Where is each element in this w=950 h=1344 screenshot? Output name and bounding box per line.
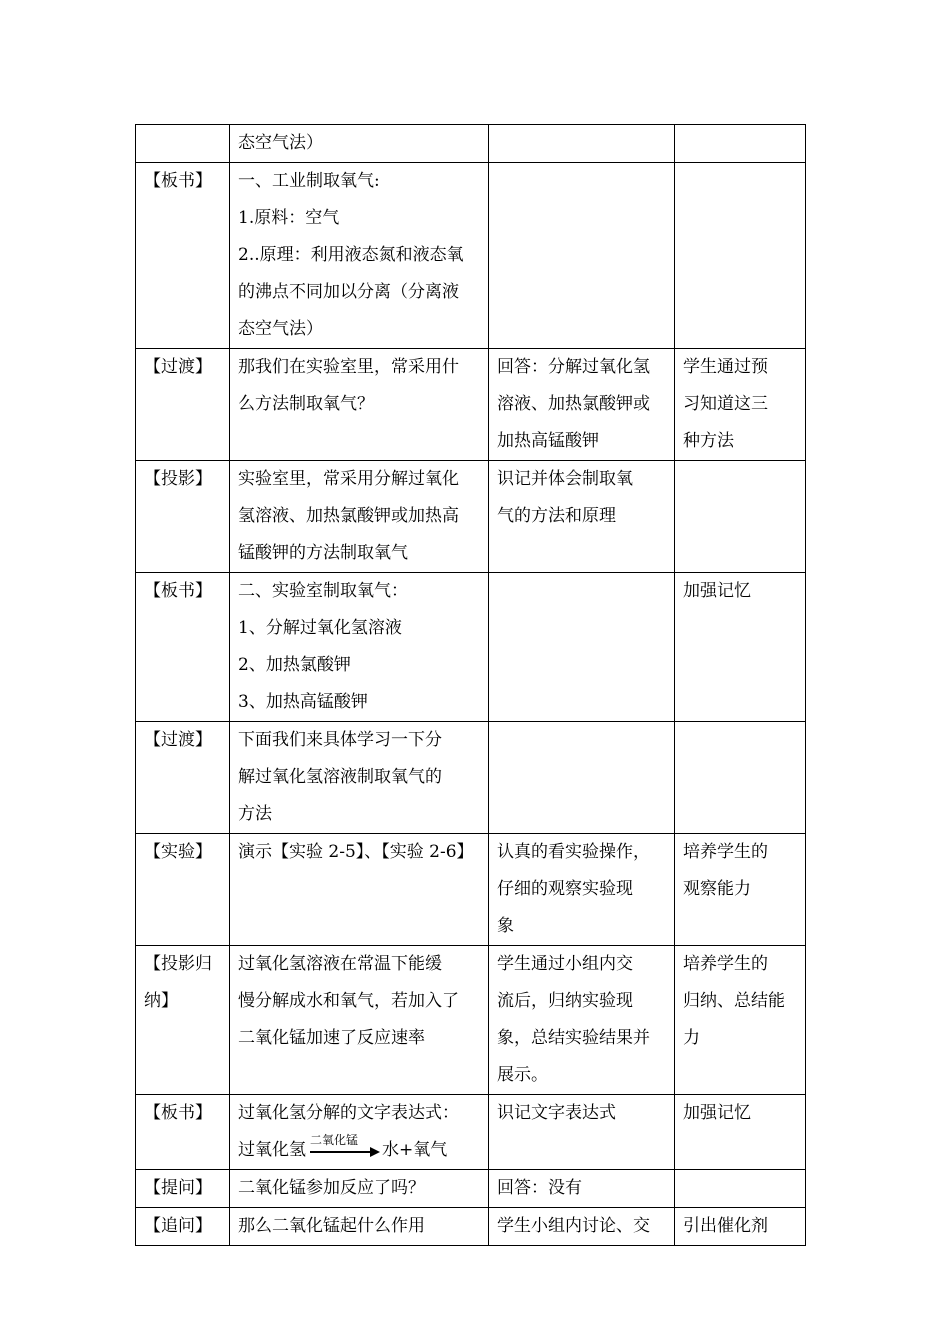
cell-text-line: 态空气法） [238, 319, 323, 339]
cell-text-line: 学生通过预 [683, 357, 768, 377]
cell-text-line: 习知道这三 [683, 394, 768, 414]
cell-text-line: 实验室里，常采用分解过氧化 [238, 469, 459, 489]
cell-text-line: 归纳、总结能 [683, 991, 785, 1011]
cell-text-line: 【投影】 [144, 469, 212, 489]
table-row [136, 1208, 806, 1246]
design-intent-cell [675, 461, 806, 573]
table-row [136, 573, 806, 722]
design-intent-cell [675, 946, 806, 1095]
equation-reactant: 过氧化氢 [238, 1140, 306, 1160]
arrow-head-icon [370, 1147, 380, 1157]
teacher-activity-cell [230, 163, 489, 349]
student-activity-cell [489, 1208, 675, 1246]
equation-products: 水+氧气 [382, 1140, 448, 1160]
cell-text-line: 2..原理：利用液态氮和液态氧 [238, 245, 464, 265]
cell-text-line: 培养学生的 [683, 842, 768, 862]
step-label-cell [136, 125, 230, 163]
cell-text-line: 【过渡】 [144, 357, 212, 377]
table-row [136, 834, 806, 946]
teacher-activity-cell [230, 1095, 489, 1170]
cell-text-line: 2、加热氯酸钾 [238, 655, 351, 675]
teacher-activity-cell [230, 722, 489, 834]
cell-text-line: 认真的看实验操作， [497, 842, 650, 862]
cell-text-line: 纳】 [144, 991, 178, 1011]
cell-text-line: 流后，归纳实验现 [497, 991, 633, 1011]
step-label-cell [136, 573, 230, 722]
design-intent-cell [675, 1170, 806, 1208]
cell-text-line: 一、工业制取氧气: [238, 171, 380, 191]
student-activity-cell [489, 125, 675, 163]
cell-text-line: 象，总结实验结果并 [497, 1028, 650, 1048]
teacher-activity-cell [230, 461, 489, 573]
cell-text-line: 过氧化氢分解的文字表达式： [238, 1103, 459, 1123]
student-activity-cell [489, 834, 675, 946]
cell-text-line: 【板书】 [144, 581, 212, 601]
cell-text-line: 二氧化锰加速了反应速率 [238, 1028, 425, 1048]
cell-text-line: 方法 [238, 804, 272, 824]
cell-text-line: 【实验】 [144, 842, 212, 862]
cell-text-line: 观察能力 [683, 879, 751, 899]
cell-text-line: 加热高锰酸钾 [497, 431, 599, 451]
design-intent-cell [675, 834, 806, 946]
cell-text-line: 【投影归 [144, 954, 212, 974]
cell-text-line: 培养学生的 [683, 954, 768, 974]
cell-text-line: 锰酸钾的方法制取氧气 [238, 543, 408, 563]
cell-text-line: 展示。 [497, 1065, 548, 1085]
step-label-cell [136, 946, 230, 1095]
student-activity-cell [489, 573, 675, 722]
student-activity-cell [489, 163, 675, 349]
design-intent-cell [675, 163, 806, 349]
cell-text-line: 那我们在实验室里，常采用什 [238, 357, 459, 377]
cell-text-line: 氢溶液、加热氯酸钾或加热高 [238, 506, 459, 526]
cell-text-line: 下面我们来具体学习一下分 [238, 730, 442, 750]
cell-text-line: 过氧化氢溶液在常温下能缓 [238, 954, 442, 974]
cell-text-line: 【过渡】 [144, 730, 212, 750]
cell-text-line: 态空气法） [238, 133, 323, 153]
table-row [136, 163, 806, 349]
step-label-cell [136, 1208, 230, 1246]
teacher-activity-cell [230, 349, 489, 461]
cell-text-line: 引出催化剂 [683, 1216, 768, 1236]
table-row [136, 349, 806, 461]
student-activity-cell [489, 946, 675, 1095]
cell-text-line: 的沸点不同加以分离（分离液 [238, 282, 459, 302]
design-intent-cell [675, 1095, 806, 1170]
step-label-cell [136, 834, 230, 946]
cell-text-line: 溶液、加热氯酸钾或 [497, 394, 650, 414]
design-intent-cell [675, 1208, 806, 1246]
design-intent-cell [675, 349, 806, 461]
cell-text-line: 气的方法和原理 [497, 506, 616, 526]
step-label-cell [136, 349, 230, 461]
table-row [136, 946, 806, 1095]
cell-text-line: 【提问】 [144, 1178, 212, 1198]
design-intent-cell [675, 573, 806, 722]
cell-text-line: 【追问】 [144, 1216, 212, 1236]
lesson-plan-body [136, 125, 806, 1246]
cell-text-line: 加强记忆 [683, 581, 751, 601]
cell-text-line: 种方法 [683, 431, 734, 451]
table-row [136, 722, 806, 834]
design-intent-cell [675, 125, 806, 163]
cell-text-line: 识记并体会制取氧 [497, 469, 633, 489]
teacher-activity-cell [230, 1208, 489, 1246]
cell-text-line: 么方法制取氧气？ [238, 394, 374, 414]
cell-text-line: 那么二氧化锰起什么作用 [238, 1216, 425, 1236]
student-activity-cell [489, 1170, 675, 1208]
student-activity-cell [489, 349, 675, 461]
cell-text-line: 演示【实验 2-5】、【实验 2-6】 [238, 842, 474, 862]
step-label-cell [136, 461, 230, 573]
cell-text-line: 【板书】 [144, 1103, 212, 1123]
cell-text-line: 1.原料：空气 [238, 208, 340, 228]
cell-text-line: 二氧化锰参加反应了吗？ [238, 1178, 425, 1198]
cell-text-line: 学生通过小组内交 [497, 954, 633, 974]
table-row [136, 125, 806, 163]
cell-text-line: 加强记忆 [683, 1103, 751, 1123]
cell-text-line: 1、分解过氧化氢溶液 [238, 618, 402, 638]
cell-text-line: 3、加热高锰酸钾 [238, 692, 368, 712]
equation-condition: 二氧化锰 [310, 1133, 359, 1147]
teacher-activity-cell [230, 834, 489, 946]
teacher-activity-cell [230, 946, 489, 1095]
teacher-activity-cell [230, 125, 489, 163]
step-label-cell [136, 722, 230, 834]
table-row [136, 1170, 806, 1208]
cell-text-line: 学生小组内讨论、交 [497, 1216, 650, 1236]
arrow-shaft-icon [310, 1151, 372, 1153]
cell-text-line: 慢分解成水和氧气，若加入了 [238, 991, 459, 1011]
reaction-arrow [308, 1132, 380, 1162]
teacher-activity-cell [230, 1170, 489, 1208]
cell-text-line: 回答：分解过氧化氢 [497, 357, 650, 377]
step-label-cell [136, 1095, 230, 1170]
table-row [136, 461, 806, 573]
cell-text-line: 仔细的观察实验现 [497, 879, 633, 899]
student-activity-cell [489, 722, 675, 834]
step-label-cell [136, 163, 230, 349]
student-activity-cell [489, 461, 675, 573]
cell-text-line: 二、实验室制取氧气： [238, 581, 408, 601]
word-equation [238, 1132, 480, 1169]
cell-text-line: 解过氧化氢溶液制取氧气的 [238, 767, 442, 787]
cell-text-line: 力 [683, 1028, 700, 1048]
table-row [136, 1095, 806, 1170]
cell-text-line: 回答：没有 [497, 1178, 582, 1198]
step-label-cell [136, 1170, 230, 1208]
cell-text-line: 识记文字表达式 [497, 1103, 616, 1123]
cell-text-line: 【板书】 [144, 171, 212, 191]
lesson-plan-table [135, 124, 806, 1246]
teacher-activity-cell [230, 573, 489, 722]
student-activity-cell [489, 1095, 675, 1170]
cell-text-line: 象 [497, 916, 514, 936]
design-intent-cell [675, 722, 806, 834]
